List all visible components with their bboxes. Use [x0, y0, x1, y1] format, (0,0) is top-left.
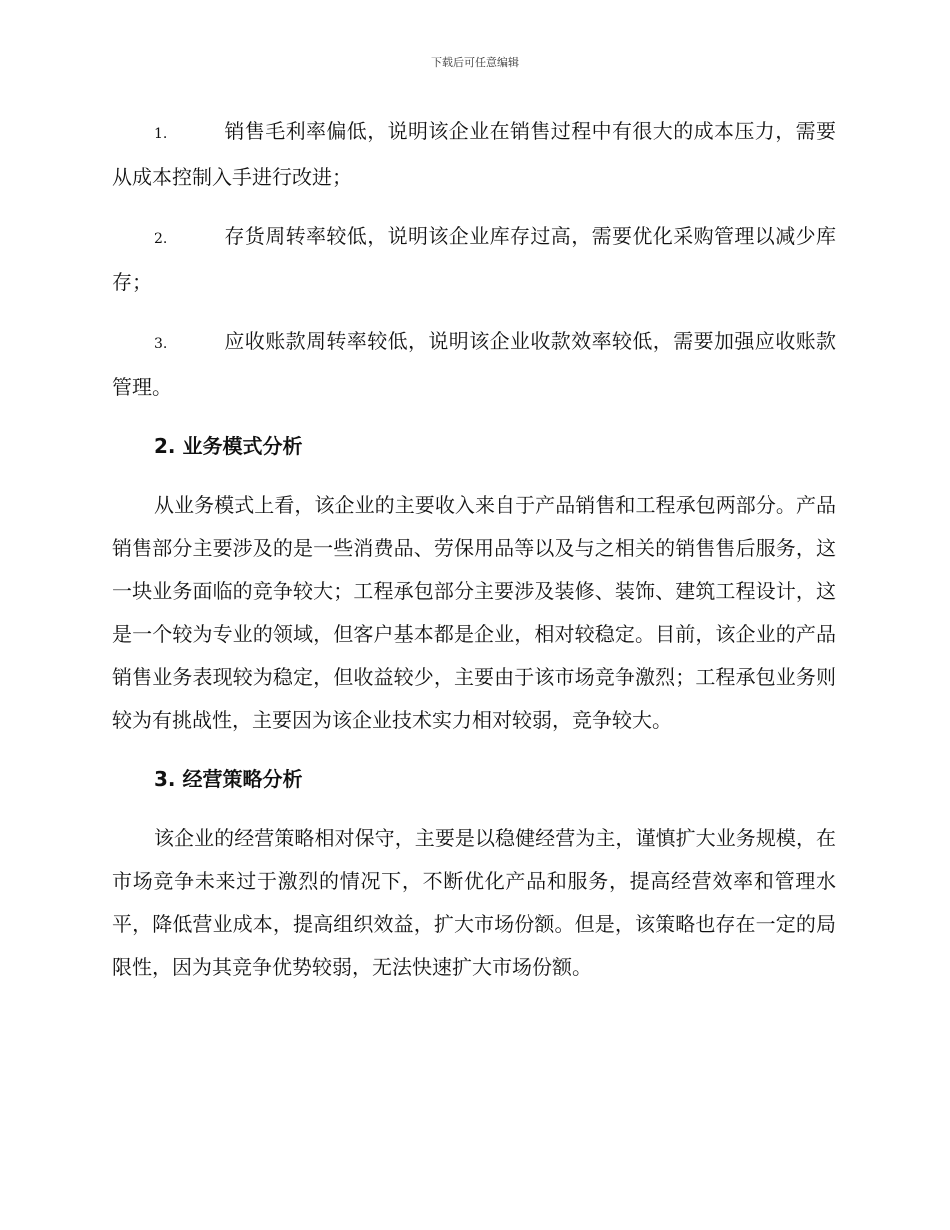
- list-number: 2.: [154, 231, 168, 247]
- list-text: 存货周转率较低，说明该企业库存过高，需要优化采购管理以减少库存；: [112, 224, 836, 294]
- list-item: [112, 320, 836, 409]
- list-text: 应收账款周转率较低，说明该企业收款效率较低，需要加强应收账款管理。: [112, 329, 836, 399]
- section-heading: 2. 业务模式分析: [154, 434, 303, 458]
- document-body: [112, 110, 836, 1005]
- page-header: 下载后可任意编辑: [431, 56, 519, 69]
- list-text: 销售毛利率偏低，说明该企业在销售过程中有很大的成本压力，需要从成本控制入手进行改进；: [112, 119, 836, 189]
- list-number: 1.: [154, 126, 168, 142]
- section-paragraph: 该企业的经营策略相对保守，主要是以稳健经营为主，谨慎扩大业务规模，在市场竞争未来过于激烈的情况下，不断优化产品和服务，提高经营效率和管理水平，降低营业成本，提高组织效益，扩大市场份额。但是，该策略也存在一定的局限性，因为其竞争优势较弱，无法快速扩大市场份额。: [112, 826, 836, 979]
- list-number: 3.: [154, 336, 168, 352]
- list-item: [112, 215, 836, 304]
- section-paragraph: 从业务模式上看，该企业的主要收入来自于产品销售和工程承包两部分。产品销售部分主要涉及的是一些消费品、劳保用品等以及与之相关的销售售后服务，这一块业务面临的竞争较大；工程承包部分主要涉及装修、装饰、建筑工程设计，这是一个较为专业的领域，但客户基本都是企业，相对较稳定。目前，该企业的产品销售业务表现较为稳定，但收益较少，主要由于该市场竞争激烈；工程承包业务则较为有挑战性，主要因为该企业技术实力相对较弱，竞争较大。: [112, 493, 836, 732]
- list-item: [112, 110, 836, 199]
- section-heading: 3. 经营策略分析: [154, 767, 303, 791]
